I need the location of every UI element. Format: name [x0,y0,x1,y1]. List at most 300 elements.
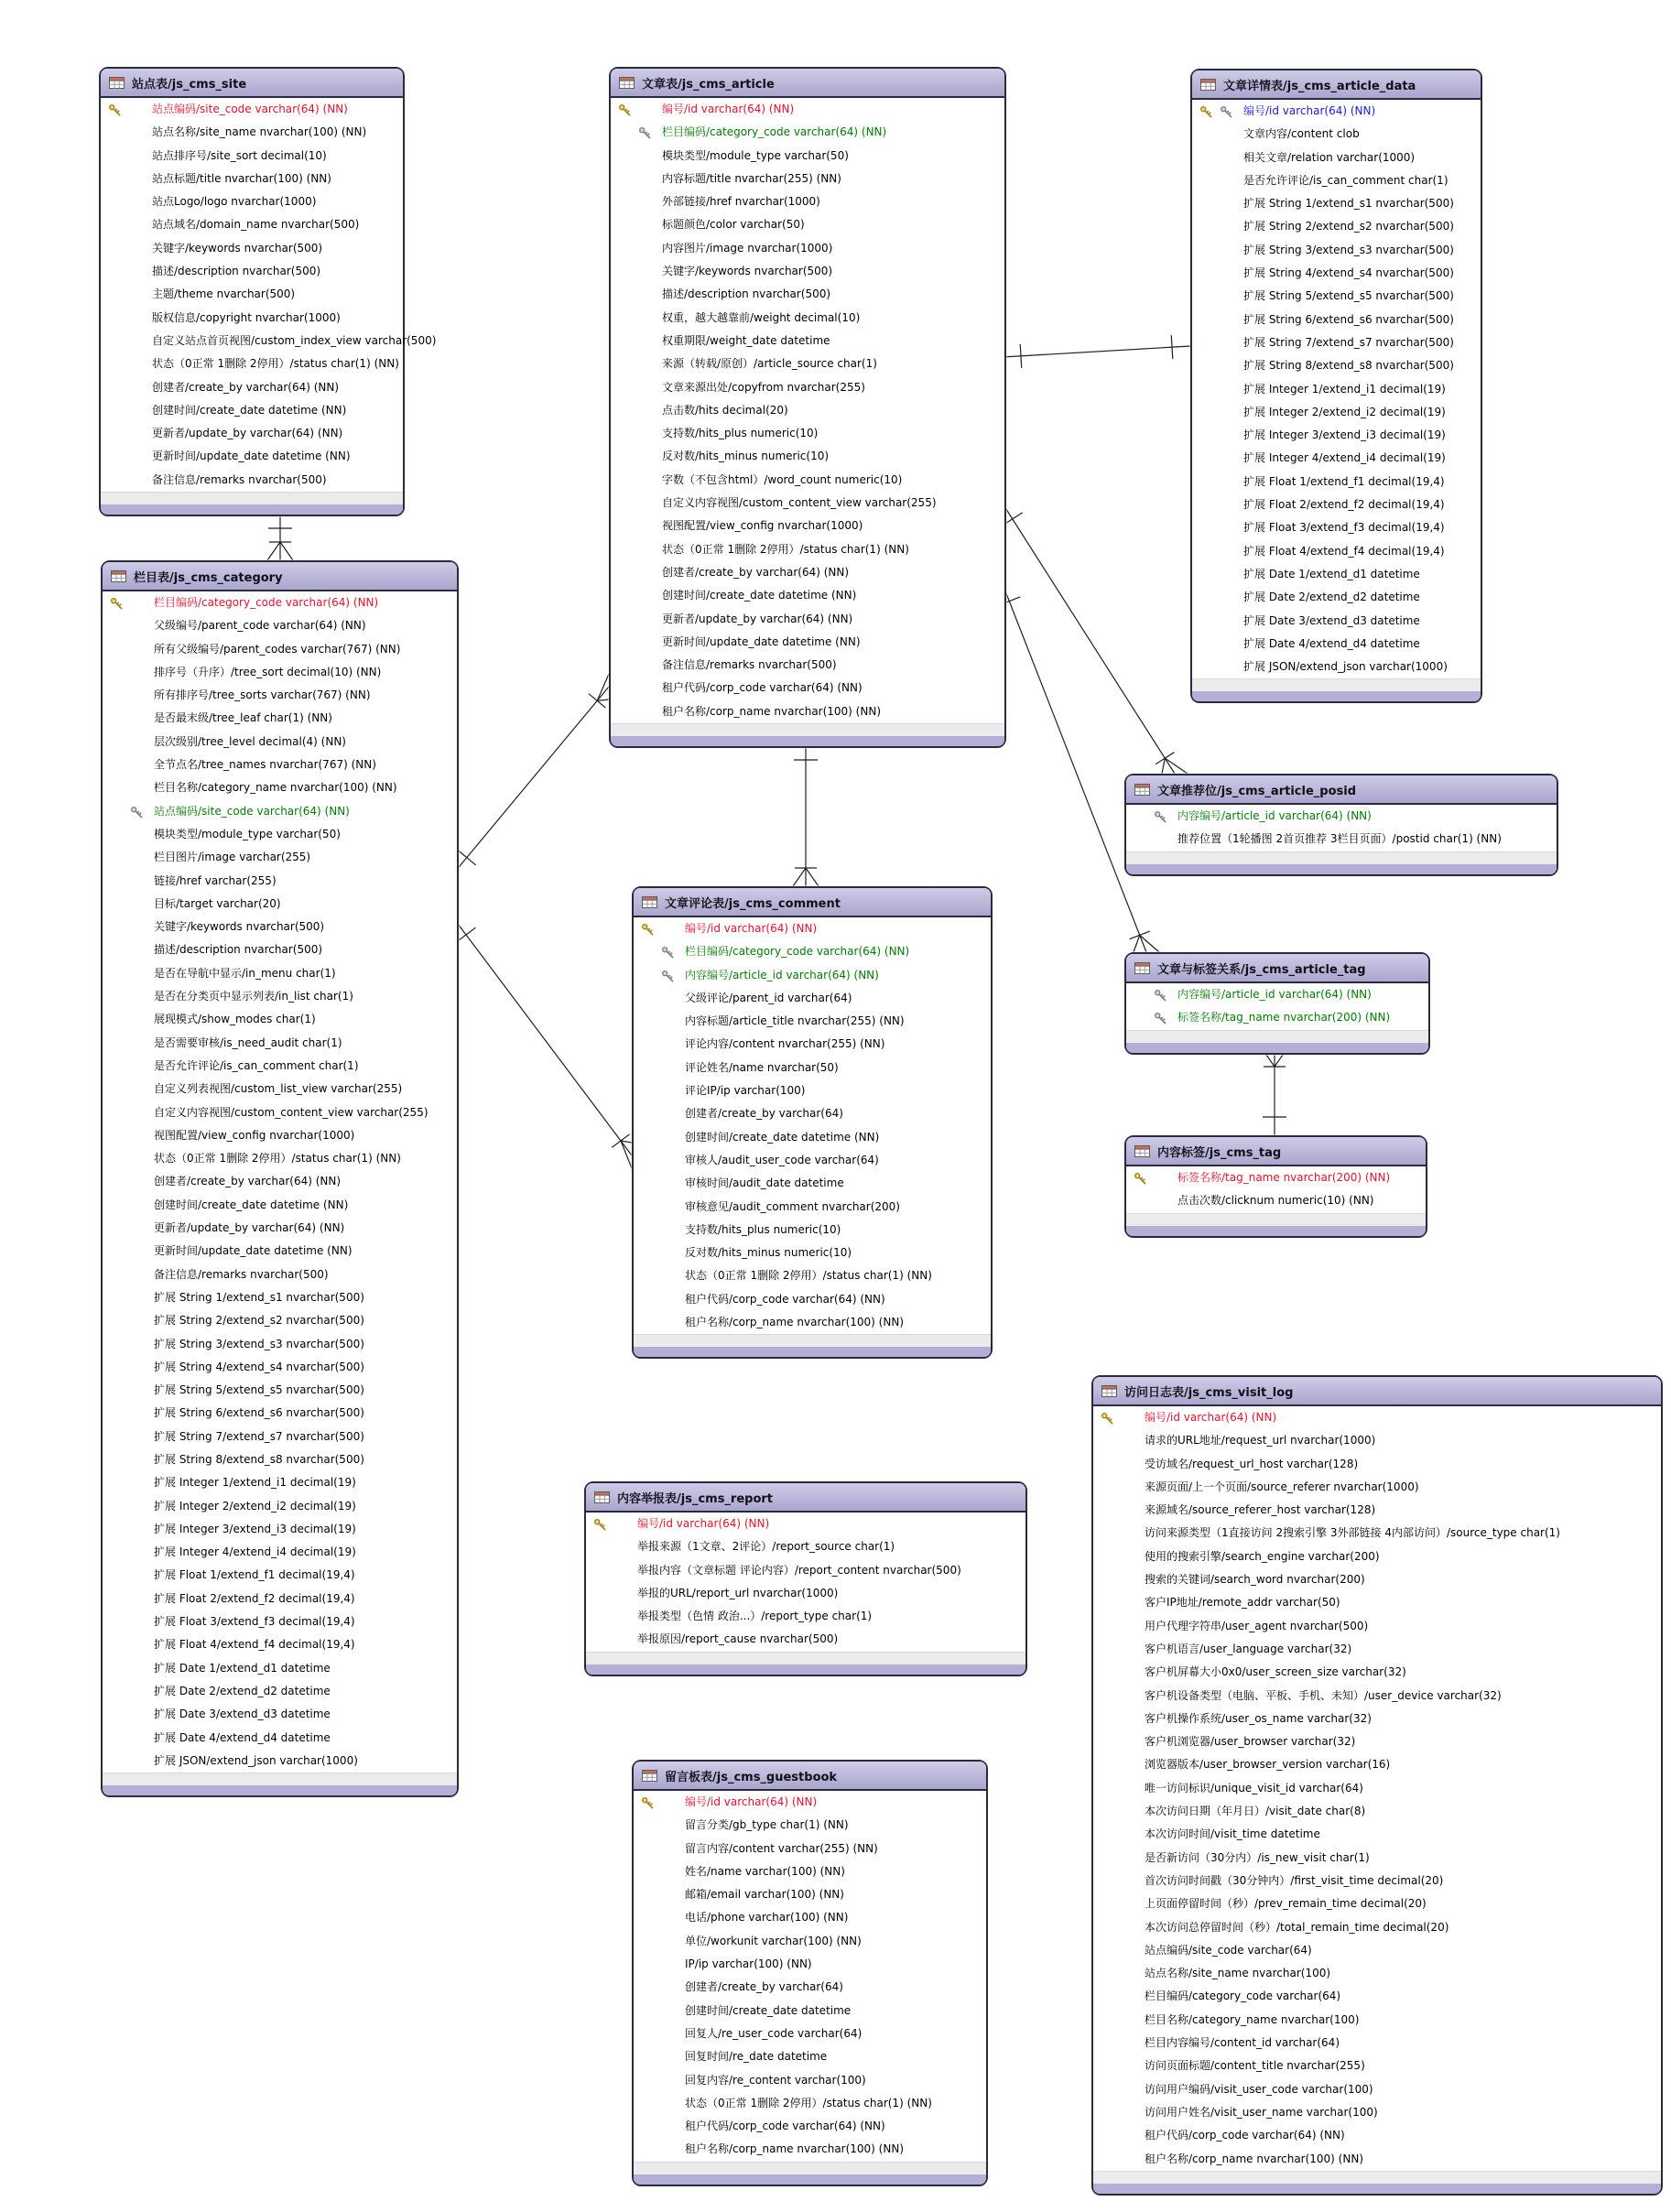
field-row[interactable] [611,330,1004,352]
field-row[interactable] [103,1333,457,1356]
field-row[interactable] [634,1196,991,1219]
field-row[interactable] [611,190,1004,213]
field-label: 是否最末级/tree_leaf char(1) (NN) [154,711,332,725]
field-row[interactable] [1093,1777,1661,1800]
field-label: 审核人/audit_user_code varchar(64) [685,1153,879,1166]
field-row[interactable] [103,614,457,637]
field-row[interactable] [103,731,457,754]
field-row[interactable] [101,237,403,260]
field-label: 栏目编码/category_code varchar(64) (NN) [662,125,887,139]
field-label: 浏览器版本/user_browser_version varchar(16) [1145,1758,1391,1772]
field-row[interactable] [1192,447,1481,470]
field-row[interactable] [611,376,1004,399]
field-row[interactable] [103,638,457,661]
field-row[interactable] [1192,610,1481,633]
field-row[interactable] [634,1010,991,1033]
table-footer [634,2162,986,2174]
field-row[interactable] [103,754,457,776]
relation-line [597,674,609,700]
field-row[interactable] [634,1172,991,1195]
table-header[interactable] [634,888,991,917]
field-row[interactable] [1192,169,1481,192]
field-row[interactable] [103,1657,457,1680]
field-row[interactable] [611,98,1004,121]
field-row[interactable] [634,987,991,1010]
field-row[interactable] [611,608,1004,631]
field-row[interactable] [586,1605,1025,1628]
field-label: 邮箱/email varchar(100) (NN) [685,1888,844,1902]
field-row[interactable] [103,1750,457,1773]
field-row[interactable] [1192,378,1481,401]
field-row[interactable] [103,1379,457,1402]
field-row[interactable] [1093,1823,1661,1846]
field-row[interactable] [103,1078,457,1101]
field-row[interactable] [634,1264,991,1287]
field-label: 举报内容（文章标题 评论内容）/report_content nvarchar(500) [637,1563,961,1577]
field-row[interactable] [103,870,457,893]
field-row[interactable] [611,283,1004,306]
table-fields [1093,1406,1661,2171]
field-row[interactable] [634,1791,986,1814]
field-row[interactable] [611,422,1004,445]
field-row[interactable] [103,1263,457,1286]
field-label: 状态（0正常 1删除 2停用）/status char(1) (NN) [152,357,399,371]
field-row[interactable] [634,1930,986,1953]
field-row[interactable] [101,399,403,422]
field-row[interactable] [611,237,1004,260]
table-fields [1126,805,1557,851]
field-row[interactable] [611,260,1004,283]
field-label: 全节点名/tree_names nvarchar(767) (NN) [154,758,376,772]
relation-line [267,542,280,560]
field-row[interactable] [1126,828,1557,851]
field-label: 客户机设备类型（电脑、平板、手机、未知）/user_device varchar(32) [1145,1688,1502,1702]
field-row[interactable] [1093,1615,1661,1638]
table-header[interactable] [1093,1377,1661,1406]
field-row[interactable] [1093,1962,1661,1985]
field-row[interactable] [101,422,403,445]
field-label: 站点名称/site_name nvarchar(100) (NN) [152,125,367,139]
field-label: 状态（0正常 1删除 2停用）/status char(1) (NN) [154,1152,401,1166]
table-guestbook[interactable] [632,1760,988,2186]
field-label: 电话/phone varchar(100) (NN) [685,1911,849,1925]
field-row[interactable] [1093,1892,1661,1915]
field-label: 栏目编码/category_code varchar(64) (NN) [154,596,379,609]
field-row[interactable] [103,893,457,916]
field-row[interactable] [103,1426,457,1448]
field-label: 支持数/hits_plus numeric(10) [685,1222,841,1236]
field-row[interactable] [611,677,1004,699]
field-row[interactable] [103,1240,457,1263]
field-row[interactable] [634,1149,991,1172]
field-row[interactable] [1192,285,1481,308]
field-row[interactable] [1192,424,1481,447]
field-row[interactable] [101,352,403,375]
field-row[interactable] [101,190,403,213]
table-icon [1200,79,1216,91]
field-row[interactable] [1093,1730,1661,1753]
field-row[interactable] [634,2115,986,2138]
field-row[interactable] [103,1101,457,1124]
field-row[interactable] [634,1242,991,1264]
field-row[interactable] [634,2092,986,2115]
field-label: 举报类型（色情 政治...）/report_type char(1) [637,1610,873,1623]
field-row[interactable] [101,260,403,283]
field-row[interactable] [1093,1545,1661,1568]
table-fields [586,1513,1025,1652]
field-row[interactable] [1126,983,1428,1006]
field-label: 访问用户编码/visit_user_code varchar(100) [1145,2082,1373,2096]
field-row[interactable] [1093,1453,1661,1476]
field-label: 是否在导航中显示/in_menu char(1) [154,966,336,980]
field-row[interactable] [634,1057,991,1079]
field-label: 创建者/create_by varchar(64) (NN) [662,565,850,579]
field-row[interactable] [611,352,1004,375]
field-row[interactable] [634,1288,991,1311]
field-row[interactable] [103,1703,457,1726]
field-row[interactable] [634,1860,986,1883]
field-row[interactable] [611,492,1004,515]
field-label: 内容编号/article_id varchar(64) (NN) [1177,988,1372,1001]
field-row[interactable] [1093,1591,1661,1614]
field-label: 编号/id varchar(64) (NN) [662,103,795,115]
field-row[interactable] [1093,1939,1661,1962]
field-row[interactable] [1192,262,1481,285]
field-row[interactable] [103,776,457,799]
relation-line [457,927,476,942]
field-row[interactable] [611,399,1004,422]
field-row[interactable] [1093,1522,1661,1545]
field-row[interactable] [611,584,1004,607]
field-row[interactable] [1093,2055,1661,2077]
field-row[interactable] [1192,354,1481,377]
field-label: 评论IP/ip varchar(100) [685,1084,806,1098]
field-row[interactable] [103,1564,457,1587]
field-row[interactable] [1126,805,1557,828]
field-row[interactable] [103,1147,457,1170]
field-label: 自定义内容视图/custom_content_view varchar(255) [662,496,937,510]
field-row[interactable] [103,707,457,730]
field-row[interactable] [634,1102,991,1125]
field-row[interactable] [634,964,991,987]
table-header[interactable] [586,1483,1025,1513]
table-footer [611,723,1004,736]
field-row[interactable] [611,631,1004,654]
table-article_data[interactable] [1190,69,1482,703]
field-label: 审核意见/audit_comment nvarchar(200) [685,1199,900,1213]
field-row[interactable] [1093,1847,1661,1870]
field-row[interactable] [586,1535,1025,1558]
field-row[interactable] [611,168,1004,190]
field-row[interactable] [1192,656,1481,678]
field-label: 展现模式/show_modes char(1) [154,1013,316,1026]
field-row[interactable] [103,1402,457,1425]
field-label: 更新时间/update_date datetime (NN) [662,634,861,648]
field-row[interactable] [1192,239,1481,262]
field-row[interactable] [103,1170,457,1193]
field-label: 状态（0正常 1删除 2停用）/status char(1) (NN) [685,2096,932,2109]
field-row[interactable] [634,1883,986,1906]
field-row[interactable] [1093,1685,1661,1708]
table-title: 文章评论表/js_cms_comment [665,896,841,911]
field-row[interactable] [103,591,457,614]
field-row[interactable] [634,2138,986,2161]
field-row[interactable] [1093,2078,1661,2101]
table-footer [1126,1213,1426,1226]
field-row[interactable] [611,213,1004,236]
field-row[interactable] [103,1680,457,1703]
field-row[interactable] [1192,100,1481,123]
field-row[interactable] [103,1194,457,1217]
table-header[interactable] [634,1762,986,1791]
field-row[interactable] [103,661,457,684]
field-row[interactable] [103,1541,457,1564]
field-row[interactable] [634,1079,991,1102]
table-report[interactable] [584,1481,1027,1676]
field-row[interactable] [586,1513,1025,1535]
field-row[interactable] [611,654,1004,677]
field-label: 栏目名称/category_name nvarchar(100) (NN) [154,781,397,795]
field-label: 扩展 Float 3/extend_f3 decimal(19,4) [154,1615,355,1629]
field-row[interactable] [634,1953,986,1976]
field-row[interactable] [1093,1870,1661,1892]
field-row[interactable] [101,168,403,190]
field-row[interactable] [634,1126,991,1149]
field-row[interactable] [103,962,457,985]
field-label: 编号/id varchar(64) (NN) [1243,104,1376,117]
field-row[interactable] [611,307,1004,330]
field-row[interactable] [1093,1406,1661,1429]
relation-line [621,1141,632,1168]
field-row[interactable] [1093,1753,1661,1776]
field-label: 扩展 JSON/extend_json varchar(1000) [154,1753,358,1767]
table-header[interactable] [1126,775,1557,805]
field-row[interactable] [1192,516,1481,539]
table-tag[interactable] [1124,1135,1427,1238]
field-label: 租户名称/corp_name nvarchar(100) (NN) [685,2142,904,2156]
field-label: 更新时间/update_date datetime (NN) [152,450,351,463]
table-article[interactable] [609,67,1006,748]
field-row[interactable] [611,469,1004,492]
field-row[interactable] [1093,1499,1661,1522]
table-header[interactable] [611,69,1004,98]
field-label: 扩展 String 7/extend_s7 nvarchar(500) [154,1429,364,1443]
table-article_tag[interactable] [1124,952,1430,1055]
field-row[interactable] [1093,1638,1661,1661]
table-header[interactable] [1126,954,1428,983]
field-label: 创建时间/create_date datetime (NN) [152,403,347,417]
field-label: 评论内容/content nvarchar(255) (NN) [685,1037,885,1051]
field-row[interactable] [586,1582,1025,1605]
table-article_posid[interactable] [1124,774,1558,876]
field-label: 扩展 Integer 4/extend_i4 decimal(19) [154,1545,356,1559]
table-footer-accent [1126,1043,1428,1053]
field-row[interactable] [103,1610,457,1633]
field-row[interactable] [1192,123,1481,146]
table-comment[interactable] [632,886,993,1359]
field-row[interactable] [103,1309,457,1332]
table-icon [1134,784,1150,796]
field-row[interactable] [1192,586,1481,609]
field-label: 编号/id varchar(64) (NN) [685,922,818,935]
field-label: 留言内容/content varchar(255) (NN) [685,1841,878,1855]
field-label: 模块类型/module_type varchar(50) [662,148,849,162]
field-row[interactable] [1093,1476,1661,1499]
field-row[interactable] [634,1814,986,1837]
field-row[interactable] [634,2000,986,2022]
field-row[interactable] [1192,633,1481,656]
field-row[interactable] [634,940,991,963]
field-label: 支持数/hits_plus numeric(10) [662,427,819,440]
field-label: 租户代码/corp_code varchar(64) (NN) [1145,2129,1345,2142]
table-visit_log[interactable] [1091,1375,1663,2196]
field-row[interactable] [634,2022,986,2045]
field-row[interactable] [1093,2009,1661,2032]
field-row[interactable] [611,561,1004,584]
field-row[interactable] [103,1217,457,1240]
field-row[interactable] [634,1906,986,1929]
field-label: 模块类型/module_type varchar(50) [154,827,341,840]
field-row[interactable] [103,938,457,961]
field-row[interactable] [634,2045,986,2068]
field-row[interactable] [101,213,403,236]
field-row[interactable] [103,1518,457,1541]
field-label: 客户机操作系统/user_os_name varchar(32) [1145,1711,1372,1725]
field-label: 本次访问日期（年月日）/visit_date char(8) [1145,1805,1366,1818]
field-row[interactable] [1126,1166,1426,1189]
field-row[interactable] [101,98,403,121]
field-label: 唯一访问标识/unique_visit_id varchar(64) [1145,1781,1363,1795]
field-label: 扩展 String 6/extend_s6 nvarchar(500) [1243,312,1454,326]
field-label: 客户机语言/user_language varchar(32) [1145,1642,1352,1655]
field-label: 站点编码/site_code varchar(64) (NN) [154,804,350,818]
field-row[interactable] [103,1356,457,1379]
field-row[interactable] [634,1033,991,1056]
field-row[interactable] [103,916,457,938]
field-row[interactable] [611,700,1004,723]
field-row[interactable] [1192,309,1481,331]
field-row[interactable] [103,1055,457,1078]
table-site[interactable] [99,67,437,516]
field-row[interactable] [586,1559,1025,1582]
field-row[interactable] [101,145,403,168]
table-icon [594,1491,610,1503]
field-row[interactable] [611,145,1004,168]
field-row[interactable] [1192,192,1481,215]
table-title: 文章推荐位/js_cms_article_posid [1157,784,1357,798]
field-label: 扩展 Float 1/extend_f1 decimal(19,4) [154,1568,355,1582]
field-row[interactable] [103,1286,457,1309]
field-label: 备注信息/remarks nvarchar(500) [152,472,327,486]
field-row[interactable] [1192,540,1481,563]
table-category[interactable] [101,560,459,1797]
field-row[interactable] [1093,2124,1661,2147]
field-row[interactable] [1093,1916,1661,1939]
relation-line [458,850,476,865]
field-row[interactable] [101,376,403,399]
field-row[interactable] [634,2069,986,2092]
field-row[interactable] [1192,146,1481,169]
field-row[interactable] [611,121,1004,144]
field-label: 扩展 String 3/extend_s3 nvarchar(500) [154,1337,364,1350]
field-row[interactable] [103,800,457,823]
field-row[interactable] [611,515,1004,537]
table-footer-accent [101,504,403,515]
field-label: 租户代码/corp_code varchar(64) (NN) [662,681,863,695]
field-row[interactable] [1192,563,1481,586]
field-row[interactable] [103,823,457,846]
field-label: 客户机屏幕大小0x0/user_screen_size varchar(32) [1145,1665,1406,1679]
field-row[interactable] [1093,1661,1661,1684]
field-row[interactable] [586,1628,1025,1651]
field-label: 扩展 Integer 3/extend_i3 decimal(19) [154,1522,356,1535]
field-row[interactable] [103,1032,457,1055]
field-row[interactable] [103,1588,457,1610]
field-row[interactable] [1093,1800,1661,1823]
field-row[interactable] [1192,215,1481,238]
field-row[interactable] [103,684,457,707]
field-label: 反对数/hits_minus numeric(10) [685,1246,852,1260]
table-header[interactable] [1126,1137,1426,1166]
field-row[interactable] [634,1219,991,1242]
field-row[interactable] [1093,1708,1661,1730]
field-row[interactable] [101,307,403,330]
field-row[interactable] [103,846,457,869]
field-row[interactable] [1093,1985,1661,2008]
field-row[interactable] [611,538,1004,561]
field-row[interactable] [103,1008,457,1031]
field-row[interactable] [101,469,403,492]
field-row[interactable] [1093,1429,1661,1452]
field-row[interactable] [634,1976,986,1999]
field-row[interactable] [611,445,1004,468]
table-footer-accent [634,1347,991,1357]
field-row[interactable] [103,1495,457,1518]
field-row[interactable] [103,1727,457,1750]
field-row[interactable] [634,917,991,940]
field-row[interactable] [1126,1189,1426,1212]
field-label: 点击次数/clicknum numeric(10) (NN) [1177,1194,1374,1208]
field-row[interactable] [103,1471,457,1494]
field-row[interactable] [103,1124,457,1147]
field-row[interactable] [101,121,403,144]
table-header[interactable] [1192,70,1481,100]
field-label: 更新者/update_by varchar(64) (NN) [152,427,343,440]
field-row[interactable] [101,283,403,306]
field-row[interactable] [1192,331,1481,354]
field-row[interactable] [101,330,437,352]
field-row[interactable] [1093,2101,1661,2124]
field-label: 内容图片/image nvarchar(1000) [662,241,833,255]
field-row[interactable] [101,445,403,468]
field-row[interactable] [103,1633,457,1656]
field-row[interactable] [1126,1006,1428,1029]
field-row[interactable] [1192,471,1481,493]
field-row[interactable] [1192,401,1481,424]
field-row[interactable] [1093,2032,1661,2055]
field-row[interactable] [1093,2148,1661,2171]
field-row[interactable] [103,1448,457,1471]
table-header[interactable] [101,69,403,98]
field-row[interactable] [1192,493,1481,516]
table-footer-accent [634,2174,986,2185]
table-header[interactable] [103,562,457,591]
table-fields [634,1791,986,2162]
field-row[interactable] [634,1311,991,1334]
field-row[interactable] [634,1838,986,1860]
field-row[interactable] [1093,1568,1661,1591]
field-row[interactable] [103,985,457,1008]
